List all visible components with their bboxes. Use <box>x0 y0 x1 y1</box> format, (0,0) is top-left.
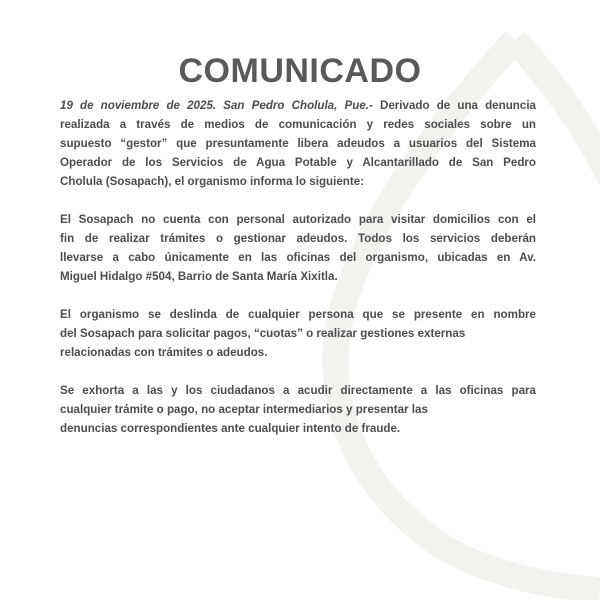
paragraph-intro: 19 de noviembre de 2025. San Pedro Cholula, Pue.- Derivado de una denuncia realizada a través de medios de comunicación y redes sociales sobre un supuesto “gestor” que presuntamente libera adeudos a usuarios del Sistema Operador de los Servicios de Agua Potable y Alcantarillado de San Pedro Cholula (Sosapach), el organismo informa lo siguiente: <box>60 96 536 191</box>
text-line: cualquier trámite o pago, no aceptar intermediarios y presentar las <box>60 403 428 416</box>
text-line: llevarse a cabo únicamente en las oficinas del organismo, ubicadas en Av. <box>60 251 536 264</box>
text-line: El organismo se deslinda de cualquier persona que se presente en nombre <box>60 308 536 321</box>
statement-body <box>60 96 536 457</box>
text-line: del Sosapach para solicitar pagos, “cuotas” o realizar gestiones externas <box>60 327 466 340</box>
text-line: fin de realizar trámites o gestionar adeudos. Todos los servicios deberán <box>60 232 536 245</box>
text-line: Miguel Hidalgo #504, Barrio de Santa María Xixitla. <box>60 270 338 283</box>
text-line: Se exhorta a las y los ciudadanos a acudir directamente a las oficinas para <box>60 384 536 397</box>
text-line: denuncias correspondientes ante cualquier intento de fraude. <box>60 422 401 435</box>
paragraph-exhortation <box>60 381 536 438</box>
dateline: 19 de noviembre de 2025. San Pedro Cholula, Pue. <box>60 99 369 112</box>
text-line: relacionadas con trámites o adeudos. <box>60 346 268 359</box>
paragraph-no-authorized-staff <box>60 210 536 286</box>
text-line: Operador de los Servicios de Agua Potable y Alcantarillado de San Pedro <box>60 156 536 169</box>
text-line: El Sosapach no cuenta con personal autorizado para visitar domicilios con el <box>60 213 536 226</box>
text-line: supuesto “gestor” que presuntamente libera adeudos a usuarios del Sistema <box>60 137 536 150</box>
paragraph-disclaimer <box>60 305 536 362</box>
text-line: Cholula (Sosapach), el organismo informa lo siguiente: <box>60 175 365 188</box>
page-title: COMUNICADO <box>178 52 422 90</box>
text-line: realizada a través de medios de comunicación y redes sociales sobre un <box>60 118 536 131</box>
